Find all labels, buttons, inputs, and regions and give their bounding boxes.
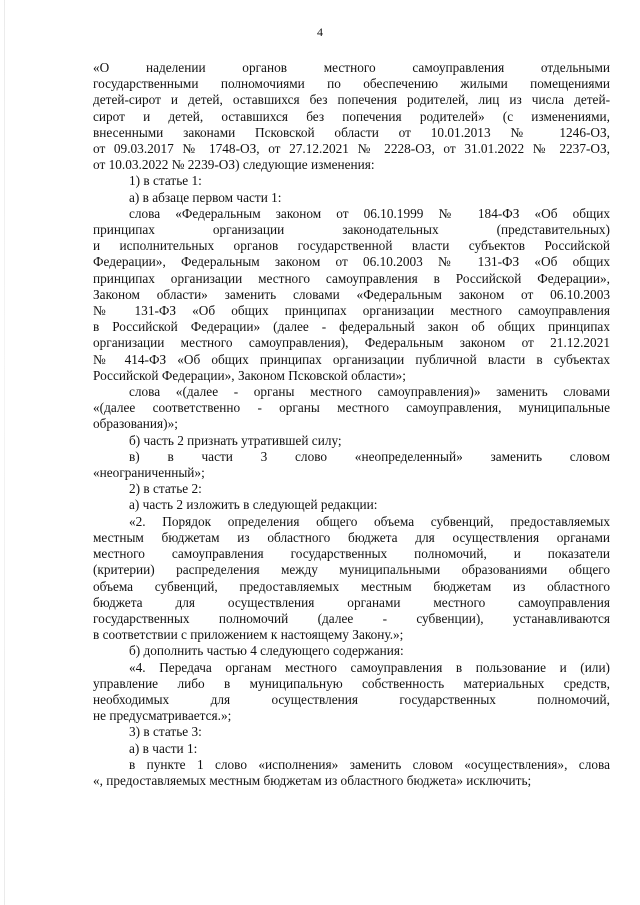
text-line: образования)»; — [93, 416, 178, 432]
text-line: и исполнительных органов государственной власти субъектов Российской — [93, 238, 610, 254]
page-number: 4 — [317, 25, 323, 39]
text-line: Федерации», Федеральным законом от 06.10.2003 № 131-ФЗ «Об общих — [93, 254, 610, 270]
text-line: «4. Передача органам местного самоуправления в пользование и (или) — [129, 659, 610, 675]
text-line: а) в абзаце первом части 1: — [129, 189, 282, 205]
text-line: «(далее соответственно - органы местного самоуправления, муниципальные — [93, 400, 610, 416]
text-line: слова «Федеральным законом от 06.10.1999 № 184-ФЗ «Об общих — [129, 205, 610, 221]
text-line: № 131-ФЗ «Об общих принципах организации местного самоуправления — [93, 303, 610, 319]
text-line: местного самоуправления государственных полномочий, и показатели — [93, 546, 610, 562]
text-line: государственных полномочий (далее - субвенции), устанавливаются — [93, 610, 610, 626]
text-line: не предусматривается.»; — [93, 708, 232, 724]
text-line: № 414-ФЗ «Об общих принципах организации публичной власти в субъектах — [93, 351, 610, 367]
text-line: в пункте 1 слово «исполнения» заменить словом «осуществления», слова — [129, 756, 610, 772]
text-line: объема субвенций, предоставляемых местным бюджетам из областного — [93, 578, 610, 594]
text-line: 3) в статье 3: — [129, 724, 202, 740]
text-line: «, предоставляемых местным бюджетам из областного бюджета» исключить; — [93, 772, 532, 788]
scan-edge-mark — [4, 0, 5, 905]
text-line: а) часть 2 изложить в следующей редакции: — [129, 497, 378, 513]
text-line: от 09.03.2017 № 1748-ОЗ, от 27.12.2021 № 2228-ОЗ, от 31.01.2022 № 2237-ОЗ, — [93, 141, 610, 157]
text-line: управление либо в муниципальную собственность материальных средств, — [93, 675, 610, 691]
text-line: принципах организации местного самоуправления в Российской Федерации», — [93, 270, 610, 286]
text-line: принципах организации законодательных (представительных) — [93, 222, 610, 238]
text-line: в соответствии с приложением к настоящему Закону.»; — [93, 627, 404, 643]
text-line: «2. Порядок определения общего объема субвенций, предоставляемых — [129, 513, 610, 529]
text-line: организации местного самоуправления), Федеральным законом от 21.12.2021 — [93, 335, 610, 351]
text-line: «О наделении органов местного самоуправления отдельными — [93, 60, 610, 75]
document-body — [93, 60, 610, 789]
text-line: слова «(далее - органы местного самоуправления)» заменить словами — [129, 384, 610, 400]
text-line: внесенными законами Псковской области от 10.01.2013 № 1246-ОЗ, — [93, 124, 610, 140]
text-line: (критерии) распределения между муниципальными образованиями общего — [93, 562, 610, 578]
text-line: 2) в статье 2: — [129, 481, 202, 497]
text-line: б) дополнить частью 4 следующего содержания: — [129, 643, 404, 659]
text-line: необходимых для осуществления государственных полномочий, — [93, 691, 610, 707]
text-line: в Российской Федерации» (далее - федеральный закон об общих принципах — [93, 319, 610, 335]
text-line: Законом области» заменить словами «Федеральным законом от 06.10.2003 — [93, 286, 610, 302]
text-line: «неограниченный»; — [93, 465, 205, 481]
text-line: сирот и детей, оставшихся без попечения родителей» (с изменениями, — [93, 108, 610, 124]
text-line: в) в части 3 слово «неопределенный» заменить словом — [129, 448, 610, 464]
text-line: от 10.03.2022 № 2239-ОЗ) следующие изменения: — [93, 157, 375, 173]
text-line: бюджета для осуществления органами местного самоуправления — [93, 594, 610, 610]
text-line: б) часть 2 признать утратившей силу; — [129, 432, 342, 448]
text-line: а) в части 1: — [129, 740, 198, 756]
text-line: местным бюджетам из областного бюджета для осуществления органами — [93, 529, 610, 545]
text-line: Российской Федерации», Законом Псковской области»; — [93, 367, 406, 383]
text-line: государственными полномочиями по обеспечению жилыми помещениями — [93, 76, 610, 92]
text-line: детей-сирот и детей, оставшихся без попечения родителей, лиц из числа детей- — [93, 92, 610, 108]
text-line: 1) в статье 1: — [129, 173, 202, 189]
